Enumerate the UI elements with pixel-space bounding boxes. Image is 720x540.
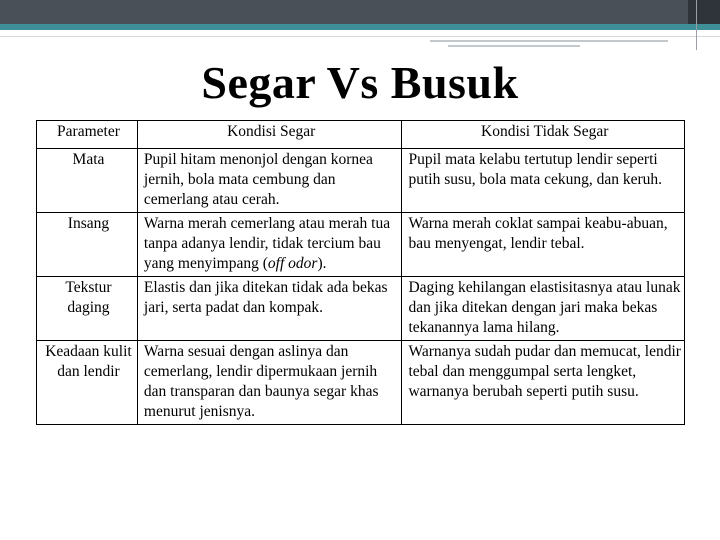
tidak-segar-cell: Daging kehilangan elastisitasnya atau lunak dan jika ditekan dengan jari maka bekas tekanannya lama hilang.: [402, 277, 685, 341]
slide-title: Segar Vs Busuk: [201, 57, 519, 108]
tidak-segar-cell: Warnanya sudah pudar dan memucat, lendir tebal dan menggumpal serta lengket, warnanya berubah seperti putih susu.: [402, 341, 685, 425]
segar-cell: Pupil hitam menonjol dengan kornea jernih, bola mata cembung dan cemerlang atau cerah.: [137, 149, 402, 213]
tidak-segar-cell: Pupil mata kelabu tertutup lendir seperti putih susu, bola mata cekung, dan keruh.: [402, 149, 685, 213]
decor-stripe: [430, 40, 668, 42]
header-band: [0, 0, 720, 24]
header-parameter: Parameter: [37, 121, 138, 149]
segar-text-end: ).: [317, 255, 327, 272]
header-kondisi-tidak-segar: Kondisi Tidak Segar: [402, 121, 685, 149]
table-row: [37, 213, 685, 277]
table-row: [37, 341, 685, 425]
parameter-cell: Mata: [37, 149, 138, 213]
segar-text-italic: off odor: [267, 255, 318, 272]
header-accent-line: [0, 24, 720, 30]
parameter-cell: Tekstur daging: [37, 277, 138, 341]
segar-text: Warna merah cemerlang atau merah tua tanpa adanya lendir, tidak tercium bau yang menyimpang (: [143, 215, 391, 272]
tidak-segar-cell: Warna merah coklat sampai keabu-abuan, bau menyengat, lendir tebal.: [402, 213, 685, 277]
table-row: [37, 277, 685, 341]
header-kondisi-segar: Kondisi Segar: [137, 121, 402, 149]
decor-stripe: [0, 36, 720, 37]
comparison-table: [36, 120, 685, 425]
decor-vertical-line: [696, 0, 697, 50]
segar-cell: Warna sesuai dengan aslinya dan cemerlang, lendir dipermukaan jernih dan transparan dan baunya segar khas menurut jenisnya.: [137, 341, 402, 425]
segar-cell: Elastis dan jika ditekan tidak ada bekas jari, serta padat dan kompak.: [137, 277, 402, 341]
parameter-cell: Insang: [37, 213, 138, 277]
decor-stripe: [448, 45, 580, 47]
segar-cell: [137, 213, 402, 277]
parameter-cell: Keadaan kulit dan lendir: [37, 341, 138, 425]
table-row: [37, 149, 685, 213]
header-band-corner: [688, 0, 720, 24]
table-header-row: [37, 121, 685, 149]
